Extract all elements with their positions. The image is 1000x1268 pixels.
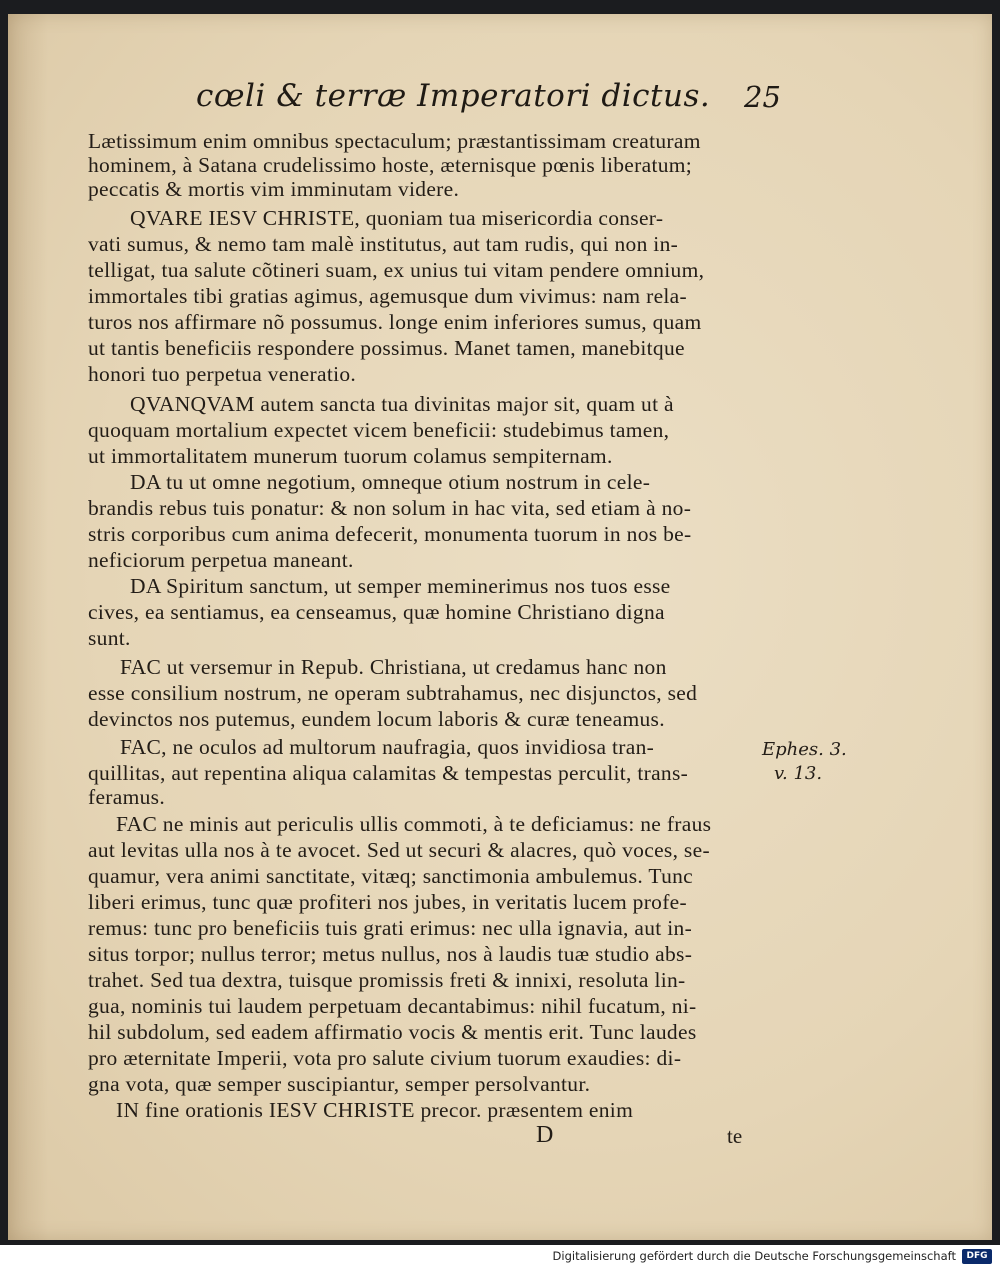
paragraph-start-line: FAC ne minis aut periculis ullis commoti, à te deficiamus: ne fraus bbox=[116, 812, 712, 836]
paragraph-start-line: DA Spiritum sanctum, ut semper meminerimus nos tuos esse bbox=[130, 574, 671, 598]
text-line: aut levitas ulla nos à te avocet. Sed ut securi & alacres, quò voces, se- bbox=[88, 838, 710, 862]
text-line: Lætissimum enim omnibus spectaculum; præstantissimam creaturam bbox=[88, 129, 701, 153]
text-line: immortales tibi gratias agimus, agemusque dum vivimus: nam rela- bbox=[88, 284, 687, 308]
text-line: ut immortalitatem munerum tuorum colamus sempiternam. bbox=[88, 444, 613, 468]
text-line: brandis rebus tuis ponatur: & non solum in hac vita, sed etiam à no- bbox=[88, 496, 692, 520]
text-line: liberi erimus, tunc quæ profiteri nos jubes, in veritatis lucem profe- bbox=[88, 890, 687, 914]
page-number: 25 bbox=[744, 80, 781, 114]
paragraph-start-line: QVARE IESV CHRISTE, quoniam tua misericordia conser- bbox=[130, 206, 664, 230]
text-line: esse consilium nostrum, ne operam subtrahamus, nec disjunctos, sed bbox=[88, 681, 698, 705]
text-line: turos nos affirmare nõ possumus. longe enim inferiores sumus, quam bbox=[88, 310, 702, 334]
text-line: ut tantis beneficiis respondere possimus. Manet tamen, manebitque bbox=[88, 336, 685, 360]
digitization-credit: Digitalisierung gefördert durch die Deutsche Forschungsgemeinschaft bbox=[552, 1249, 956, 1263]
text-line: situs torpor; nullus terror; metus nullus, nos à laudis tuæ studio abs- bbox=[88, 942, 693, 966]
text-line: feramus. bbox=[88, 785, 166, 809]
catchword: te bbox=[727, 1124, 743, 1148]
dfg-logo: DFG bbox=[962, 1249, 992, 1264]
text-line: peccatis & mortis vim imminutam videre. bbox=[88, 177, 460, 201]
paragraph-start-line: FAC, ne oculos ad multorum naufragia, quos invidiosa tran- bbox=[120, 735, 655, 759]
paragraph-start-line: IN fine orationis IESV CHRISTE precor. præsentem enim bbox=[116, 1098, 634, 1122]
paragraph-start-line: DA tu ut omne negotium, omneque otium nostrum in cele- bbox=[130, 470, 651, 494]
marginal-note-reference: Ephes. 3. bbox=[762, 739, 847, 760]
paragraph-start-line: FAC ut versemur in Repub. Christiana, ut credamus hanc non bbox=[120, 655, 667, 679]
text-line: sunt. bbox=[88, 626, 131, 650]
text-line: neficiorum perpetua maneant. bbox=[88, 548, 354, 572]
signature-mark: D bbox=[536, 1122, 554, 1148]
marginal-note-verse: v. 13. bbox=[774, 763, 823, 784]
footer-bar bbox=[0, 1246, 1000, 1268]
text-line: remus: tunc pro beneficiis tuis grati erimus: nec ulla ignavia, aut in- bbox=[88, 916, 693, 940]
text-line: trahet. Sed tua dextra, tuisque promissis freti & innixi, resoluta lin- bbox=[88, 968, 686, 992]
text-line: quoquam mortalium expectet vicem beneficii: studebimus tamen, bbox=[88, 418, 670, 442]
text-line: gna vota, quæ semper suscipiantur, semper persolvantur. bbox=[88, 1072, 591, 1096]
text-line: hominem, à Satana crudelissimo hoste, æternisque pœnis liberatum; bbox=[88, 153, 693, 177]
text-line: cives, ea sentiamus, ea censeamus, quæ homine Christiano digna bbox=[88, 600, 665, 624]
text-line: devinctos nos putemus, eundem locum laboris & curæ teneamus. bbox=[88, 707, 665, 731]
text-line: honori tuo perpetua veneratio. bbox=[88, 362, 357, 386]
text-line: hil subdolum, sed eadem affirmatio vocis & mentis erit. Tunc laudes bbox=[88, 1020, 697, 1044]
text-line: pro æternitate Imperii, vota pro salute civium tuorum exaudies: di- bbox=[88, 1046, 682, 1070]
text-line: vati sumus, & nemo tam malè institutus, aut tam rudis, qui non in- bbox=[88, 232, 679, 256]
paragraph-start-line: QVANQVAM autem sancta tua divinitas major sit, quam ut à bbox=[130, 392, 674, 416]
text-line: telligat, tua salute cõtineri suam, ex unius tui vitam pendere omnium, bbox=[88, 258, 705, 282]
text-line: stris corporibus cum anima defecerit, monumenta tuorum in nos be- bbox=[88, 522, 692, 546]
page-header bbox=[0, 78, 1000, 118]
text-line: quamur, vera animi sanctitate, vitæq; sanctimonia ambulemus. Tunc bbox=[88, 864, 694, 888]
text-line: gua, nominis tui laudem perpetuam decantabimus: nihil fucatum, ni- bbox=[88, 994, 697, 1018]
running-head: cœli & terræ Imperatori dictus. bbox=[196, 78, 711, 114]
text-line: quillitas, aut repentina aliqua calamitas & tempestas perculit, trans- bbox=[88, 761, 689, 785]
